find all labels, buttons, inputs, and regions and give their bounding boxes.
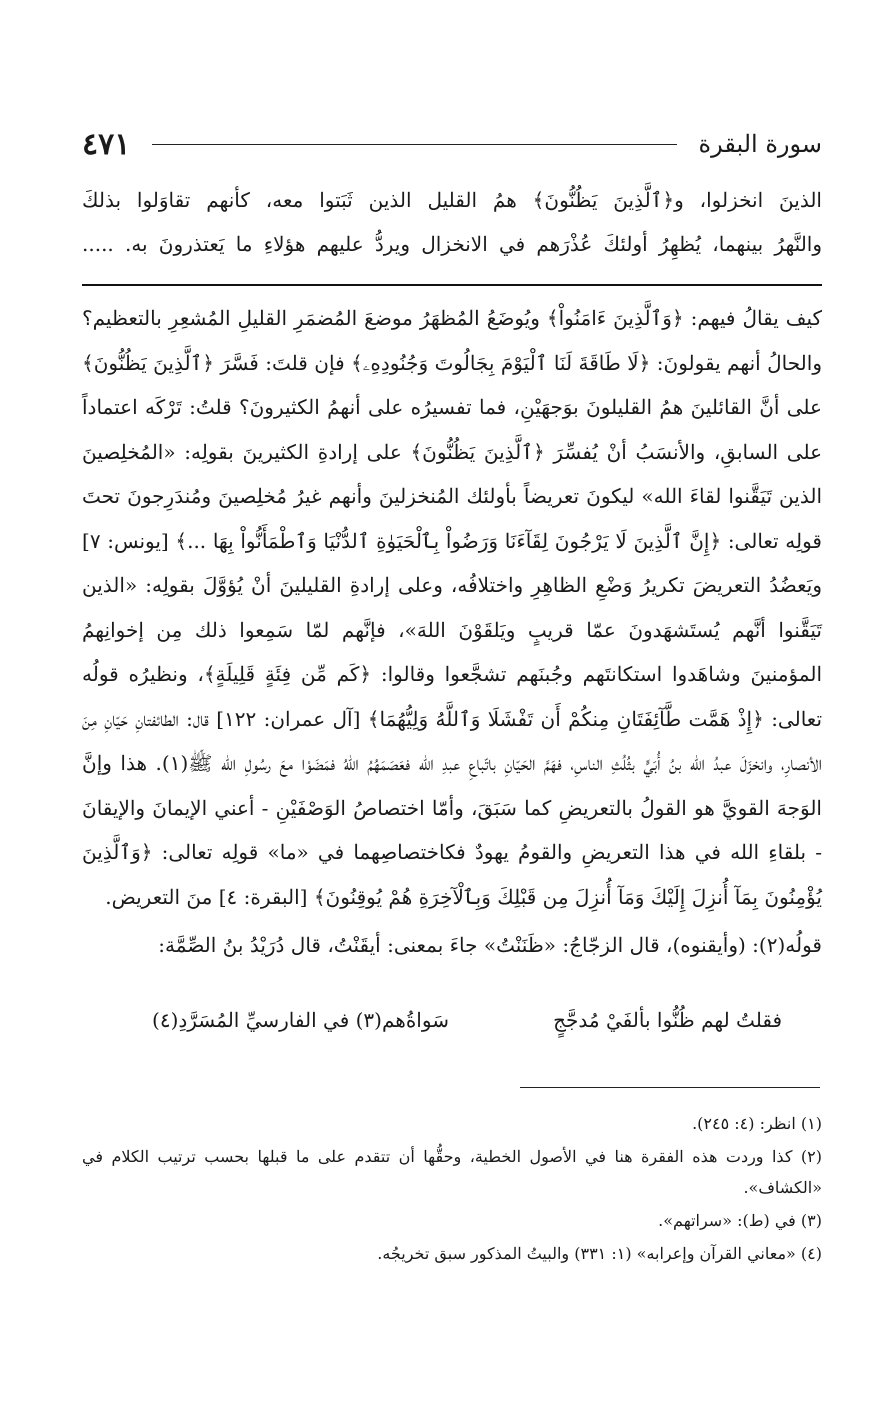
verse-first-hemistich: فقلتُ لهم ظُنُّوا بألفَيْ مُدجَّجٍ	[553, 1008, 782, 1032]
upper-text-line-2: والنَّهرُ بينهما، يُظهِرُ أولئكَ عُذْرَهم في الانخزال ويردُّ عليهم هؤلاءِ ما يَعتذرونَ به. .....	[82, 232, 822, 256]
main-paragraph-1: كيف يقالُ فيهم: ﴿وَٱلَّذِينَ ءَامَنُواْ﴾ ويُوضَعُ المُظهَرُ موضعَ المُضمَرِ القليلِ المُشعِرِ بالتعظيم؟ والحالُ أنهم يقولونَ: ﴿لَا طَاقَةَ لَنَا ٱلْيَوْمَ بِجَالُوتَ وَجُنُودِهِۦ﴾ فإن قلتَ: فَسَّرَ ﴿ٱلَّذِينَ يَظُنُّونَ﴾ على أنَّ القائلينَ همُ القليلونَ بوَجهَيْنِ، فما تفسيرُه على أنهمُ الكثيرونَ؟ قلتُ: تَرْكَه اعتماداً على السابقِ، والأنسَبُ أنْ يُفسِّرَ ﴿ٱلَّذِينَ يَظُنُّونَ﴾ على إرادةِ الكثيرينَ بقولِه: «المُخلِصينَ الذين تَيَقَّنوا لقاءَ الله» ليكونَ تعريضاً بأولئك المُنخزلينَ وأنهم غيرُ مُخلِصينَ ومُندَرِجونَ تحتَ قولِه تعالى: ﴿إِنَّ ٱلَّذِينَ لَا يَرْجُونَ لِقَآءَنَا وَرَضُواْ بِٱلْحَيَوٰةِ ٱلدُّنْيَا وَٱطْمَأَنُّواْ بِهَا ...﴾ [يونس: ٧] ويَعضُدُ التعريضَ تكريرُ وَضْعِ الظاهِرِ واختلافُه، وعلى إرادةِ القليلينَ أنْ يُؤوَّلَ بقولِه: «الذين تَيَقَّنوا أنَّهم يُستَشهَدونَ عمّا قريبٍ ويَلقَوْنَ اللهَ»، فإنَّهم لمّا سَمِعوا ذلك مِن إخوانِهمُ المؤمنينَ وشاهَدوا استكانتَهم وجُبنَهم تشجَّعوا وقالوا: ﴿كَم مِّن فِئَةٍ قَلِيلَةٍ﴾، ونظيرُه قولُه تعالى: ﴿إِذْ هَمَّت طَّآئِفَتَانِ مِنكُمْ أَن تَفْشَلَا وَٱللَّهُ وَلِيُّهُمَا﴾ [آل عمران: ١٢٢] قال: الطائفتانِ حَيّانِ مِنَ الأنصارِ، وانخزَلَ عبدُ الله بنُ أُبَيٍّ بثُلُثِ الناسِ، فهَمَّ الحَيّانِ باتّباعِ عبدِ الله فعَصَمَهُمُ اللهُ فمَضَوْا معَ رسُولِ الله ﷺ(١). هذا وإنَّ الوَجهَ القويَّ هو القولُ بالتعريضِ كما سَبَقَ، وأمّا اختصاصُ الوَصْفَيْنِ - أعني الإيمانَ والإيقانَ - بلقاءِ الله في هذا التعريضِ والقومُ يهودٌ فكاختصاصِهما في «ما» قولِه تعالى: ﴿وَٱلَّذِينَ يُؤْمِنُونَ بِمَآ أُنزِلَ إِلَيْكَ وَمَآ أُنزِلَ مِن قَبْلِكَ وَبِٱلْآخِرَةِ هُمْ يُوقِنُونَ﴾ [البقرة: ٤] منَ التعريض.	[82, 306, 823, 909]
header-rule	[152, 144, 676, 145]
page-number: ٤٧١	[82, 126, 131, 162]
footnotes	[82, 1108, 822, 1271]
footnote-2: (٢) كذا وردت هذه الفقرة هنا في الأصول الخطية، وحقُّها أن تتقدم على ما قبلها بحسب ترتيب الكلام في «الكشاف».	[82, 1147, 822, 1197]
verse-second-hemistich: سَواةُهم(٣) في الفارسيِّ المُسَرَّدِ(٤)	[152, 1008, 449, 1032]
upper-text-line-1: الذينَ انخزلوا، و﴿ٱلَّذِينَ يَظُنُّونَ﴾ همُ القليل الذين ثَبَتوا معه، كأنهم تقاوَلوا بذلكَ	[82, 188, 822, 212]
section-divider	[82, 284, 822, 286]
page-header	[82, 122, 822, 166]
footnote-divider	[520, 1087, 820, 1088]
upper-text-block	[82, 178, 822, 266]
main-text-block	[82, 296, 822, 968]
footnote-3: (٣) في (ط): «سراتهم».	[658, 1211, 822, 1230]
poetry-verse	[82, 1000, 822, 1040]
footnote-1: (١) انظر: (٤: ٢٤٥).	[692, 1114, 822, 1133]
surah-title: سورة البقرة	[698, 130, 822, 158]
footnote-4: (٤) «معاني القرآن وإعرابه» (١: ٣٣١) والبيتُ المذكور سبق تخريجُه.	[377, 1244, 822, 1263]
main-paragraph-2: قولُه(٢): (وأيقنوه)، قال الزجّاجُ: «ظَنَنْتُ» جاءَ بمعنى: أيقَنْتُ، قال دُرَيْدُ بنُ الصِّمَّة:	[158, 933, 822, 957]
